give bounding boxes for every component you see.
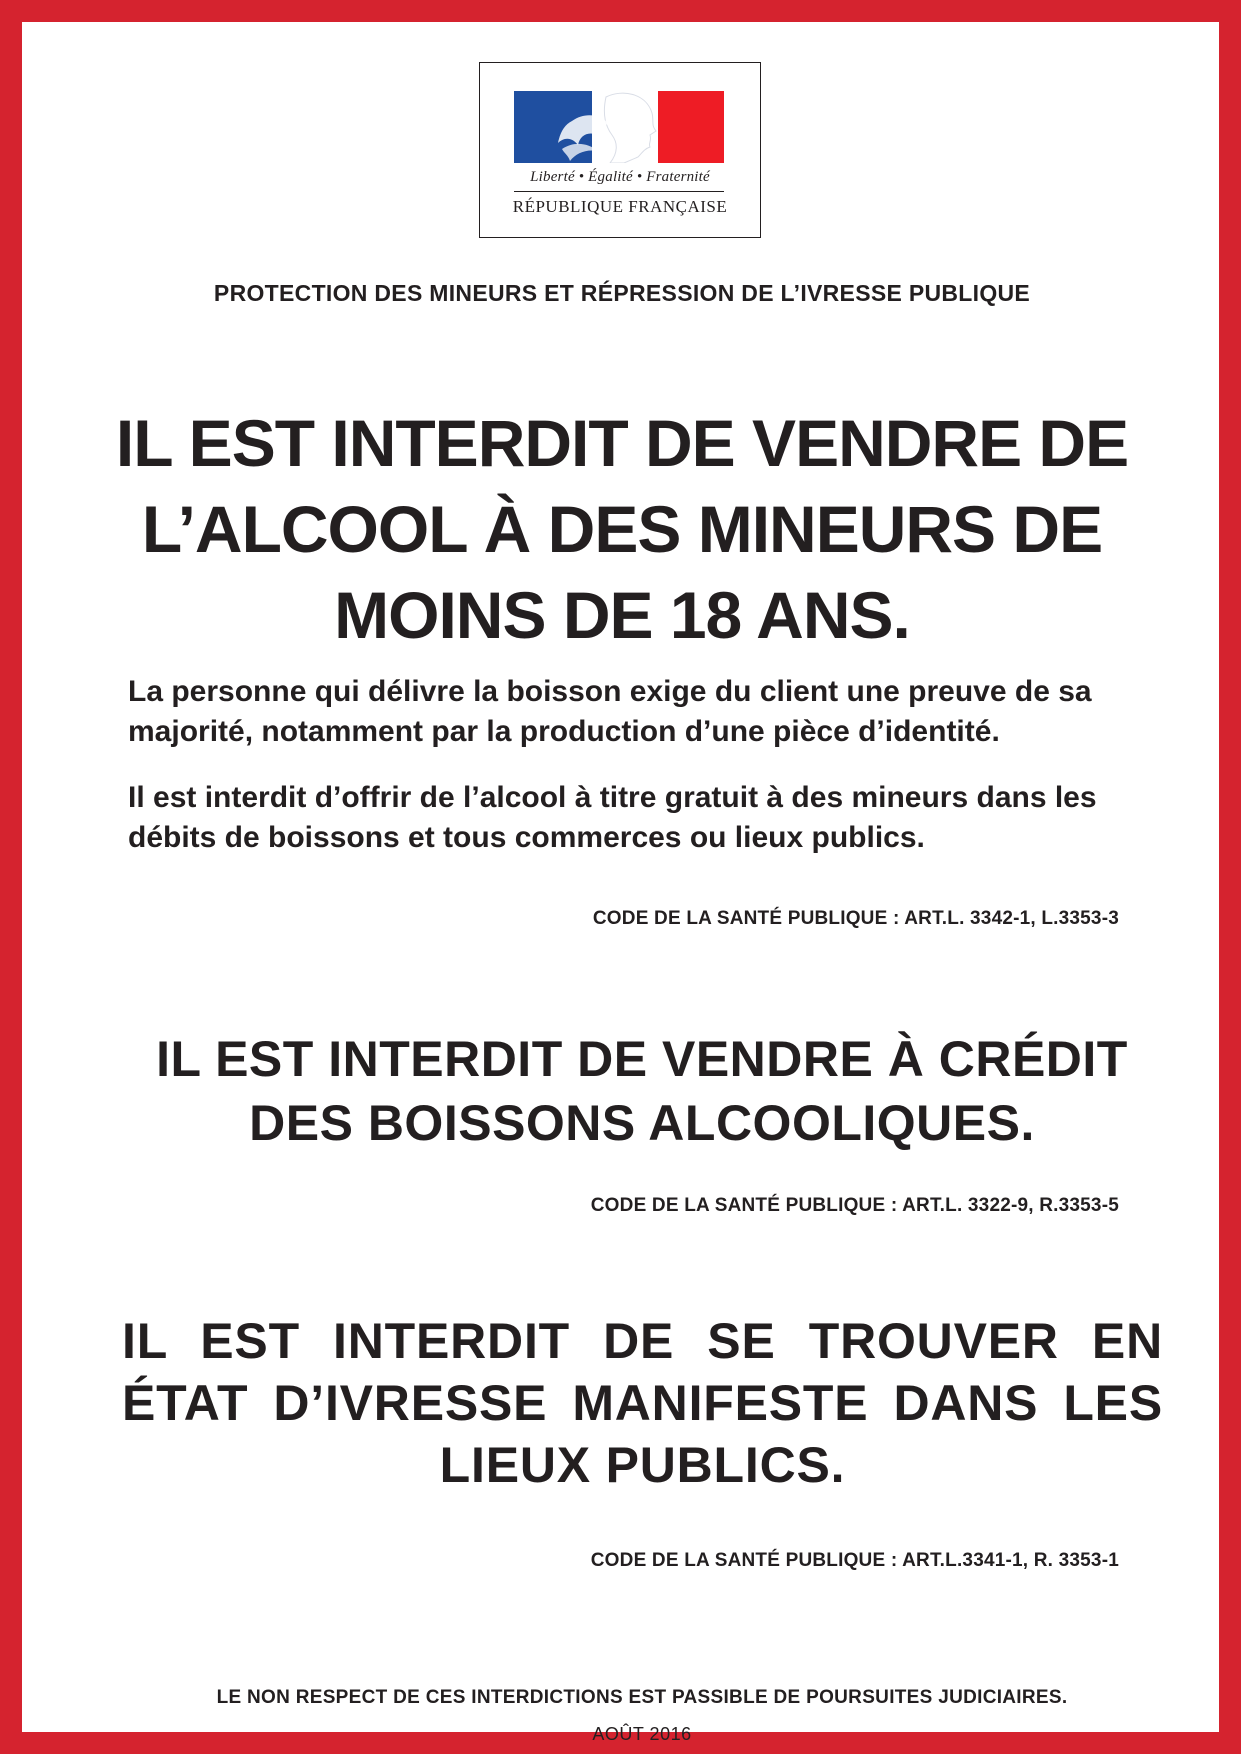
poster-subtitle: PROTECTION DES MINEURS ET RÉPRESSION DE L’IVRESSE PUBLIQUE — [213, 280, 1031, 306]
republique-logo — [479, 62, 761, 238]
legal-reference-drunkenness: CODE DE LA SANTÉ PUBLIQUE : ART.L.3341-1, R. 3353-1 — [590, 1550, 1119, 1571]
logo-motto: Liberté • Égalité • Fraternité — [530, 169, 710, 185]
footer-warning: LE NON RESPECT DE CES INTERDICTIONS EST PASSIBLE DE POURSUITES JUDICIAIRES. — [216, 1687, 1068, 1708]
paragraph-free-alcohol: Il est interdit d’offrir de l’alcool à titre gratuit à des mineurs dans les débits de boissons et tous commerces ou lieux publics. — [128, 781, 1097, 854]
marianne-logo-icon — [514, 91, 724, 163]
headline-minors: IL EST INTERDIT DE VENDRE DE L’ALCOOL À DES MINEURS DE MOINS DE 18 ANS. — [115, 406, 1129, 652]
paragraph-age-proof: La personne qui délivre la boisson exige du client une preuve de sa majorité, notamment par la production d’une pièce d’identité. — [128, 675, 1092, 748]
legal-reference-minors: CODE DE LA SANTÉ PUBLIQUE : ART.L. 3342-1, L.3353-3 — [592, 908, 1119, 929]
logo-republic-name: RÉPUBLIQUE FRANÇAISE — [512, 197, 728, 216]
headline-credit-sale: IL EST INTERDIT DE VENDRE À CRÉDIT DES BOISSONS ALCOOLIQUES. — [156, 1031, 1128, 1151]
headline-public-drunkenness: IL EST INTERDIT DE SE TROUVER EN ÉTAT D’IVRESSE MANIFESTE DANS LES LIEUX PUBLICS. — [122, 1313, 1163, 1493]
legal-reference-credit: CODE DE LA SANTÉ PUBLIQUE : ART.L. 3322-9, R.3353-5 — [590, 1195, 1119, 1216]
logo-divider — [514, 191, 724, 192]
footer-date: AOÛT 2016 — [592, 1724, 692, 1744]
